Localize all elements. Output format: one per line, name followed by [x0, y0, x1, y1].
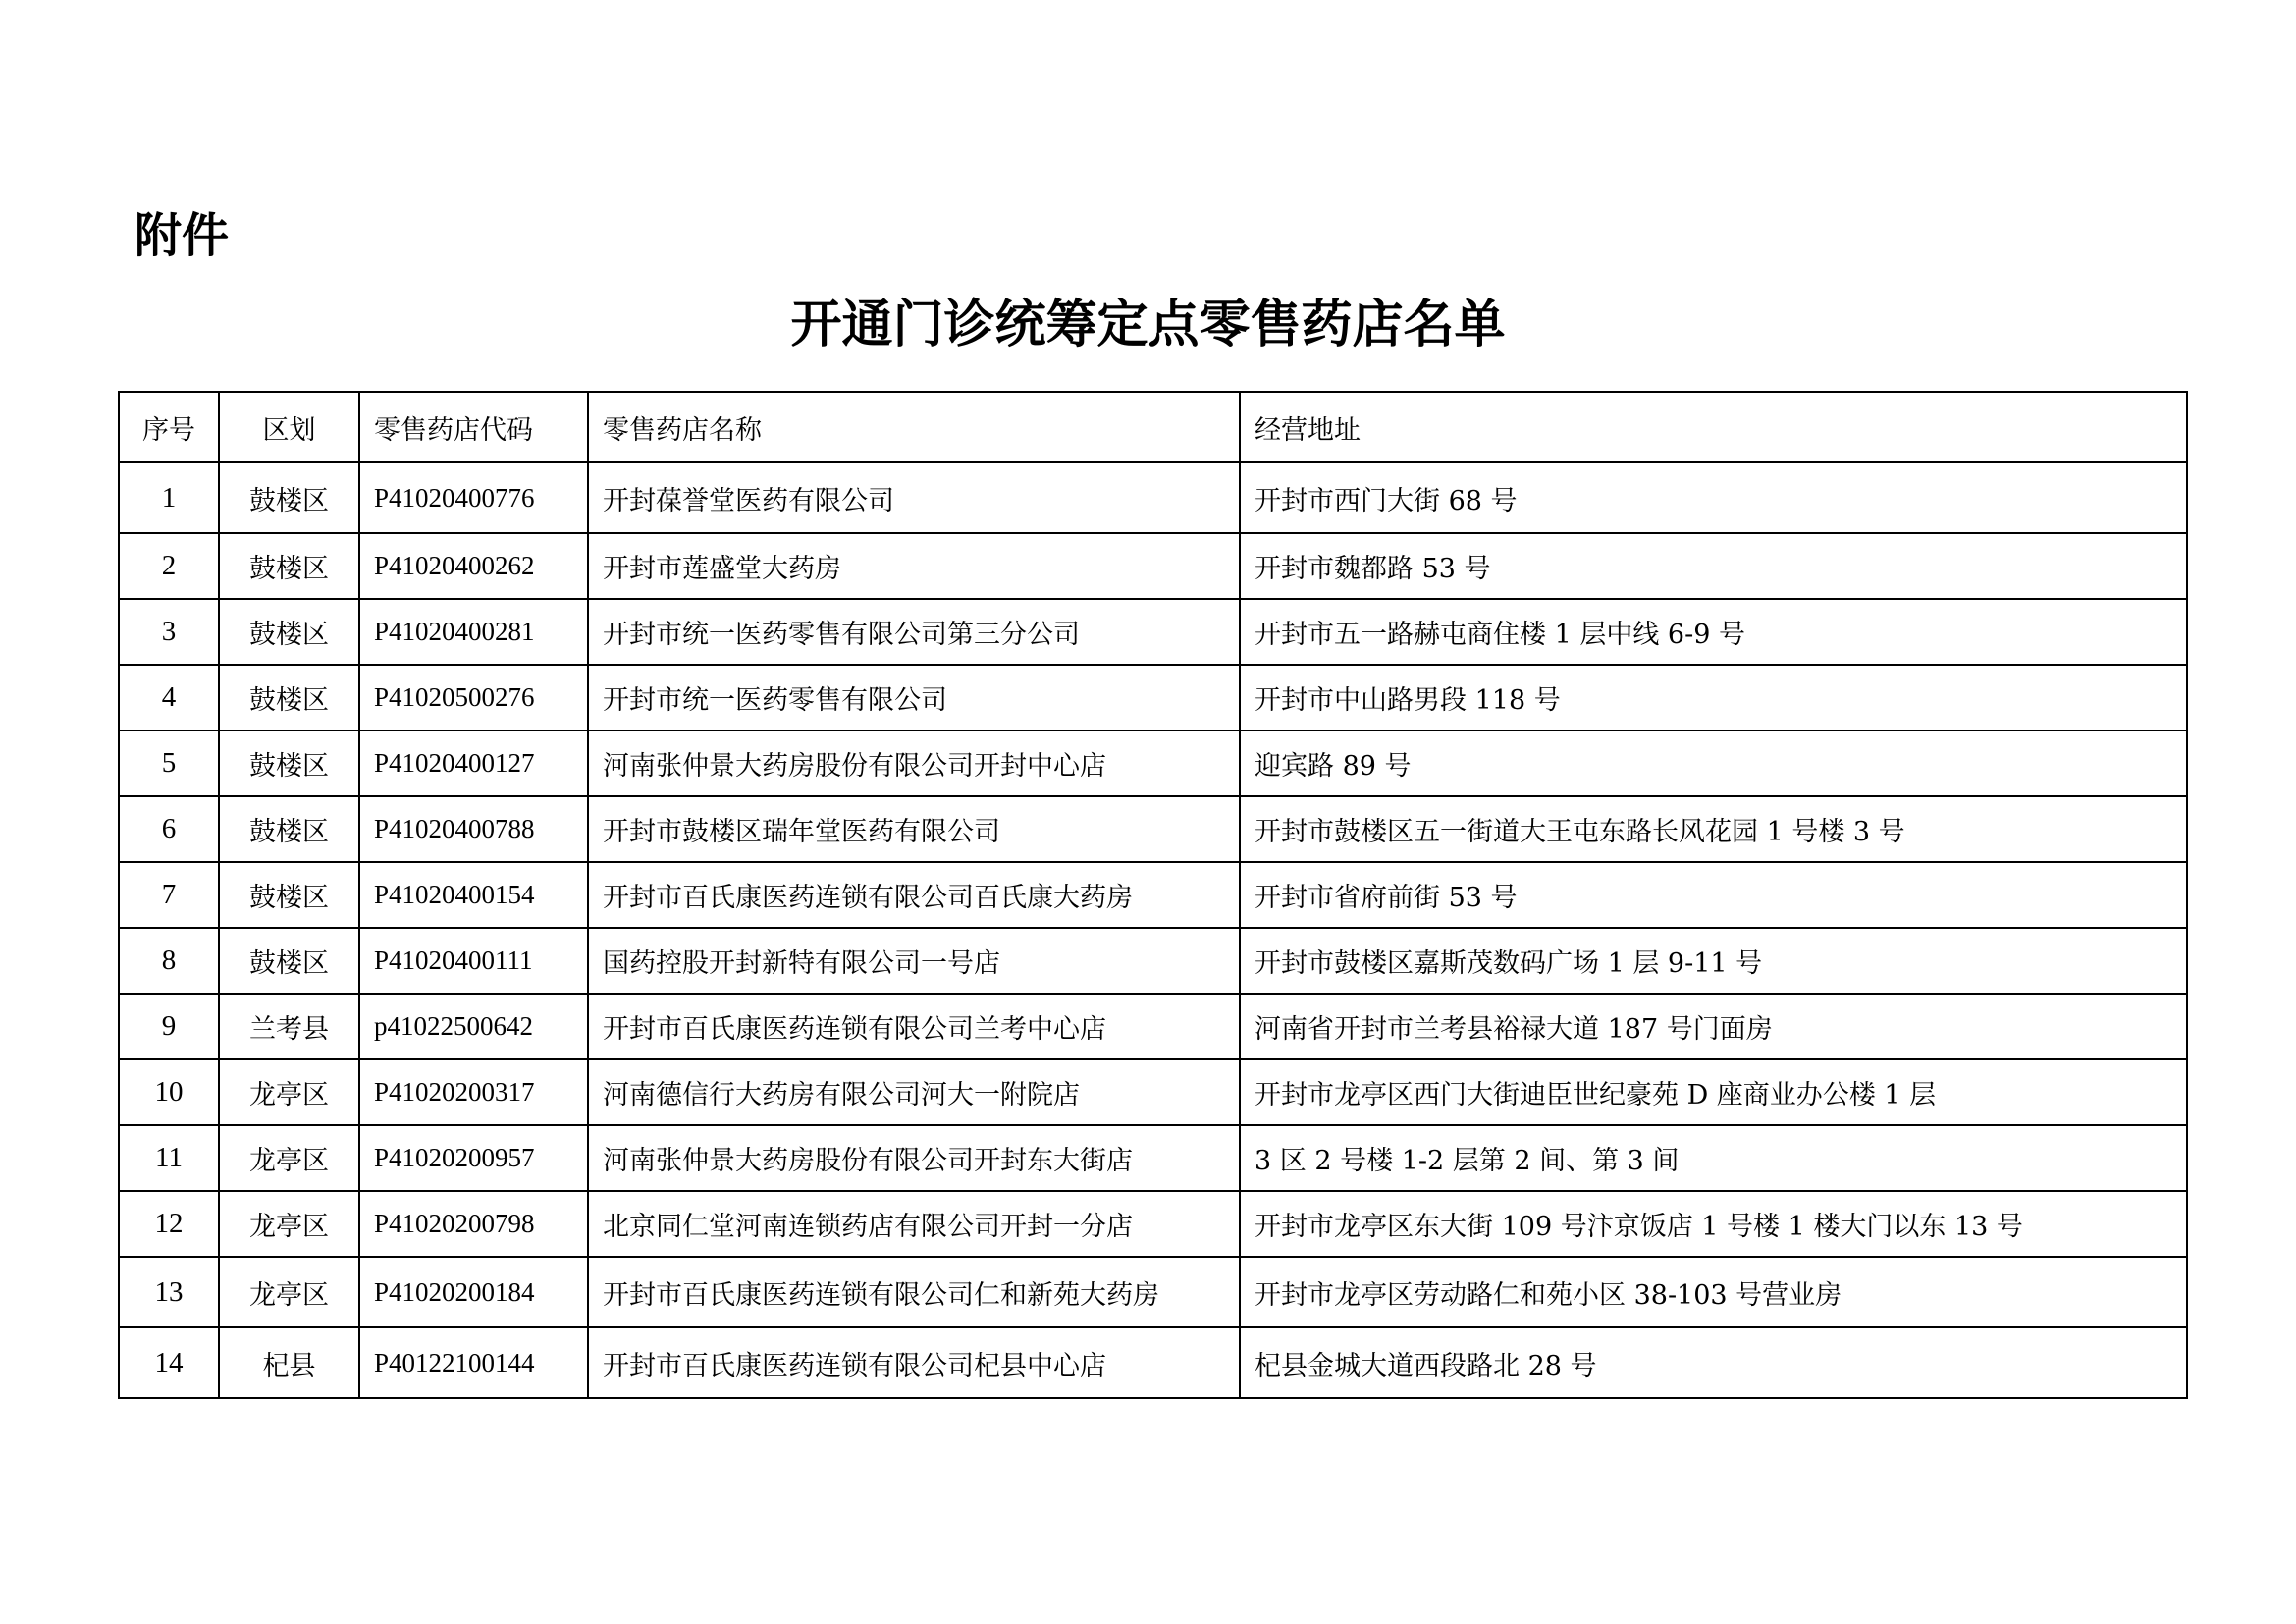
cell-name: 河南张仲景大药房股份有限公司开封中心店: [588, 731, 1240, 796]
cell-name: 开封市统一医药零售有限公司第三分公司: [588, 599, 1240, 665]
cell-address: 开封市西门大街 68 号: [1240, 462, 2187, 533]
cell-address: 河南省开封市兰考县裕禄大道 187 号门面房: [1240, 994, 2187, 1059]
table-row: [119, 1191, 2187, 1257]
cell-no: 8: [119, 928, 219, 994]
cell-address: 迎宾路 89 号: [1240, 731, 2187, 796]
cell-address: 3 区 2 号楼 1-2 层第 2 间、第 3 间: [1240, 1125, 2187, 1191]
cell-code: P41020200798: [359, 1191, 588, 1257]
cell-code: P41020400776: [359, 462, 588, 533]
cell-district: 龙亭区: [219, 1257, 359, 1327]
cell-district: 鼓楼区: [219, 599, 359, 665]
table-row: [119, 994, 2187, 1059]
cell-code: P41020400127: [359, 731, 588, 796]
cell-code: P41020200317: [359, 1059, 588, 1125]
cell-no: 12: [119, 1191, 219, 1257]
cell-no: 4: [119, 665, 219, 731]
cell-name: 开封市莲盛堂大药房: [588, 533, 1240, 599]
cell-code: P41020200957: [359, 1125, 588, 1191]
cell-address: 开封市省府前街 53 号: [1240, 862, 2187, 928]
cell-no: 7: [119, 862, 219, 928]
cell-district: 鼓楼区: [219, 731, 359, 796]
header-no: 序号: [119, 392, 219, 462]
cell-district: 鼓楼区: [219, 533, 359, 599]
cell-name: 开封葆誉堂医药有限公司: [588, 462, 1240, 533]
header-district: 区划: [219, 392, 359, 462]
cell-district: 杞县: [219, 1327, 359, 1398]
cell-code: P41020200184: [359, 1257, 588, 1327]
cell-code: P41020400154: [359, 862, 588, 928]
table-row: [119, 665, 2187, 731]
cell-district: 鼓楼区: [219, 462, 359, 533]
document-title: 开通门诊统筹定点零售药店名单: [790, 296, 1506, 354]
table-row: [119, 1059, 2187, 1125]
table-row: [119, 796, 2187, 862]
cell-no: 2: [119, 533, 219, 599]
cell-no: 1: [119, 462, 219, 533]
cell-name: 北京同仁堂河南连锁药店有限公司开封一分店: [588, 1191, 1240, 1257]
cell-district: 鼓楼区: [219, 796, 359, 862]
cell-district: 龙亭区: [219, 1125, 359, 1191]
cell-no: 10: [119, 1059, 219, 1125]
cell-no: 5: [119, 731, 219, 796]
cell-code: P40122100144: [359, 1327, 588, 1398]
cell-district: 鼓楼区: [219, 928, 359, 994]
table-row: [119, 928, 2187, 994]
cell-address: 开封市龙亭区东大街 109 号汴京饭店 1 号楼 1 楼大门以东 13 号: [1240, 1191, 2187, 1257]
cell-name: 开封市百氏康医药连锁有限公司仁和新苑大药房: [588, 1257, 1240, 1327]
cell-address: 开封市鼓楼区五一街道大王屯东路长风花园 1 号楼 3 号: [1240, 796, 2187, 862]
table-header-row: [119, 392, 2187, 462]
table-row: [119, 1327, 2187, 1398]
cell-name: 河南张仲景大药房股份有限公司开封东大街店: [588, 1125, 1240, 1191]
cell-name: 开封市百氏康医药连锁有限公司杞县中心店: [588, 1327, 1240, 1398]
cell-name: 国药控股开封新特有限公司一号店: [588, 928, 1240, 994]
cell-no: 3: [119, 599, 219, 665]
cell-code: P41020400262: [359, 533, 588, 599]
cell-code: P41020400788: [359, 796, 588, 862]
pharmacy-table: [118, 391, 2188, 1399]
cell-code: P41020400281: [359, 599, 588, 665]
cell-district: 龙亭区: [219, 1059, 359, 1125]
attachment-label: 附件: [134, 208, 230, 263]
cell-code: P41020400111: [359, 928, 588, 994]
cell-name: 开封市百氏康医药连锁有限公司兰考中心店: [588, 994, 1240, 1059]
cell-name: 开封市百氏康医药连锁有限公司百氏康大药房: [588, 862, 1240, 928]
table-row: [119, 533, 2187, 599]
cell-no: 11: [119, 1125, 219, 1191]
cell-address: 开封市五一路赫屯商住楼 1 层中线 6-9 号: [1240, 599, 2187, 665]
cell-district: 鼓楼区: [219, 862, 359, 928]
table-row: [119, 862, 2187, 928]
cell-district: 鼓楼区: [219, 665, 359, 731]
cell-no: 6: [119, 796, 219, 862]
cell-name: 开封市鼓楼区瑞年堂医药有限公司: [588, 796, 1240, 862]
cell-no: 9: [119, 994, 219, 1059]
table-row: [119, 1125, 2187, 1191]
cell-code: P41020500276: [359, 665, 588, 731]
header-address: 经营地址: [1240, 392, 2187, 462]
cell-no: 13: [119, 1257, 219, 1327]
cell-address: 开封市龙亭区西门大街迪臣世纪豪苑 D 座商业办公楼 1 层: [1240, 1059, 2187, 1125]
cell-address: 开封市魏都路 53 号: [1240, 533, 2187, 599]
table-row: [119, 1257, 2187, 1327]
cell-address: 开封市鼓楼区嘉斯茂数码广场 1 层 9-11 号: [1240, 928, 2187, 994]
cell-name: 河南德信行大药房有限公司河大一附院店: [588, 1059, 1240, 1125]
header-name: 零售药店名称: [588, 392, 1240, 462]
cell-code: p41022500642: [359, 994, 588, 1059]
cell-district: 龙亭区: [219, 1191, 359, 1257]
table-row: [119, 462, 2187, 533]
cell-address: 开封市龙亭区劳动路仁和苑小区 38-103 号营业房: [1240, 1257, 2187, 1327]
cell-address: 杞县金城大道西段路北 28 号: [1240, 1327, 2187, 1398]
header-code: 零售药店代码: [359, 392, 588, 462]
table-row: [119, 599, 2187, 665]
cell-district: 兰考县: [219, 994, 359, 1059]
table-row: [119, 731, 2187, 796]
cell-name: 开封市统一医药零售有限公司: [588, 665, 1240, 731]
cell-no: 14: [119, 1327, 219, 1398]
cell-address: 开封市中山路男段 118 号: [1240, 665, 2187, 731]
